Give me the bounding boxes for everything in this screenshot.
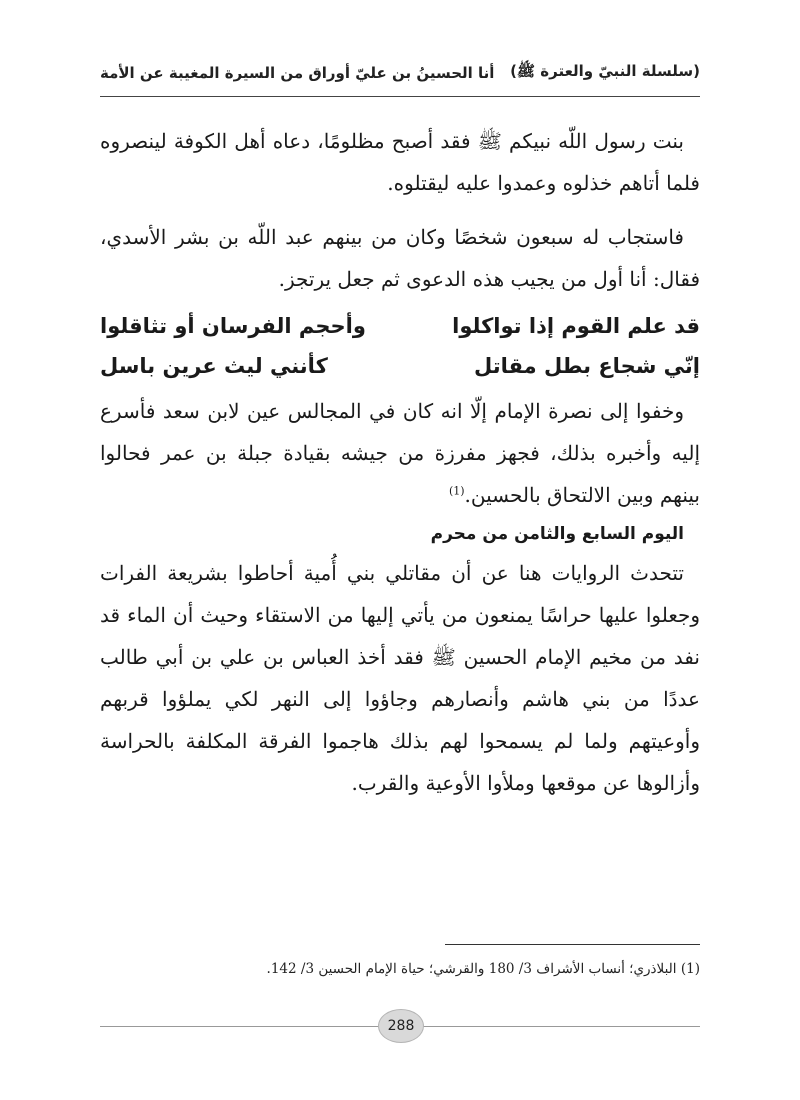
verse-line-2-first-hemistich: إنّي شجاع بطل مقاتل: [474, 354, 700, 378]
book-title: أنا الحسينُ بن عليّ أوراق من السيرة المغيبة عن الأمة: [100, 64, 495, 82]
verse-line-1-first-hemistich: قد علم القوم إذا تواكلوا: [452, 314, 700, 338]
paragraph-3: [100, 390, 700, 516]
verse-line-2-second-hemistich: كأنني ليث عرين باسل: [100, 354, 328, 378]
footnote-divider: [445, 944, 700, 945]
main-text: [100, 120, 700, 804]
running-header: [100, 56, 700, 90]
footnote-marker: (1): [680, 961, 700, 977]
paragraph-4: تتحدث الروايات هنا عن أن مقاتلي بني أُمية أحاطوا بشريعة الفرات وجعلوا عليها حراسًا يمنعون من يأتي إليها من الاستقاء وحيث أن الماء قد نفد من مخيم الإمام الحسين ﷺ فقد أخذ العباس بن علي بن أبي طالب عددًا من بني هاشم وأنصارهم وجاؤوا إلى النهر لكي يملؤوا قربهم وأوعيتهم ولما لم يسمحوا لهم بذلك هاجموا الفرقة المكلفة بالحراسة وأزالوها عن موقعها وملأوا الأوعية والقرب.: [100, 561, 700, 795]
section-heading: اليوم السابع والثامن من محرم: [430, 524, 684, 544]
footnote: [100, 958, 700, 980]
series-title: (سلسلة النبيّ والعترة ﷺ): [510, 62, 700, 80]
verse-line-1-second-hemistich: وأحجم الفرسان أو تثاقلوا: [100, 314, 366, 338]
page-footer: [100, 1008, 700, 1044]
paragraph-3-text: وخفوا إلى نصرة الإمام إلّا انه كان في المجالس عين لابن سعد فأسرع إليه وأخبره بذلك، فجهز مفرزة من جيشه بقيادة جبلة بن عمر فحالوا بينهم وبين الالتحاق بالحسين.: [100, 399, 700, 507]
footnote-reference[interactable]: (1): [448, 484, 465, 498]
page-number: 288: [378, 1009, 424, 1043]
footnote-text: البلاذري؛ أنساب الأشراف 3/ 180 والقرشي؛ حياة الإمام الحسين 3/ 142.: [266, 961, 677, 977]
verse-line-1: [100, 306, 700, 346]
header-divider: [100, 96, 700, 97]
verse-line-2: [100, 346, 700, 386]
paragraph-2: فاستجاب له سبعون شخصًا وكان من بينهم عبد اللّه بن بشر الأسدي، فقال: أنا أول من يجيب هذه الدعوى ثم جعل يرتجز.: [100, 225, 700, 291]
paragraph-1: بنت رسول اللّه نبيكم ﷺ فقد أصبح مظلومًا، دعاه أهل الكوفة لينصروه فلما أتاهم خذلوه وعمدوا عليه ليقتلوه.: [100, 129, 700, 195]
poem-verse: [100, 306, 700, 386]
